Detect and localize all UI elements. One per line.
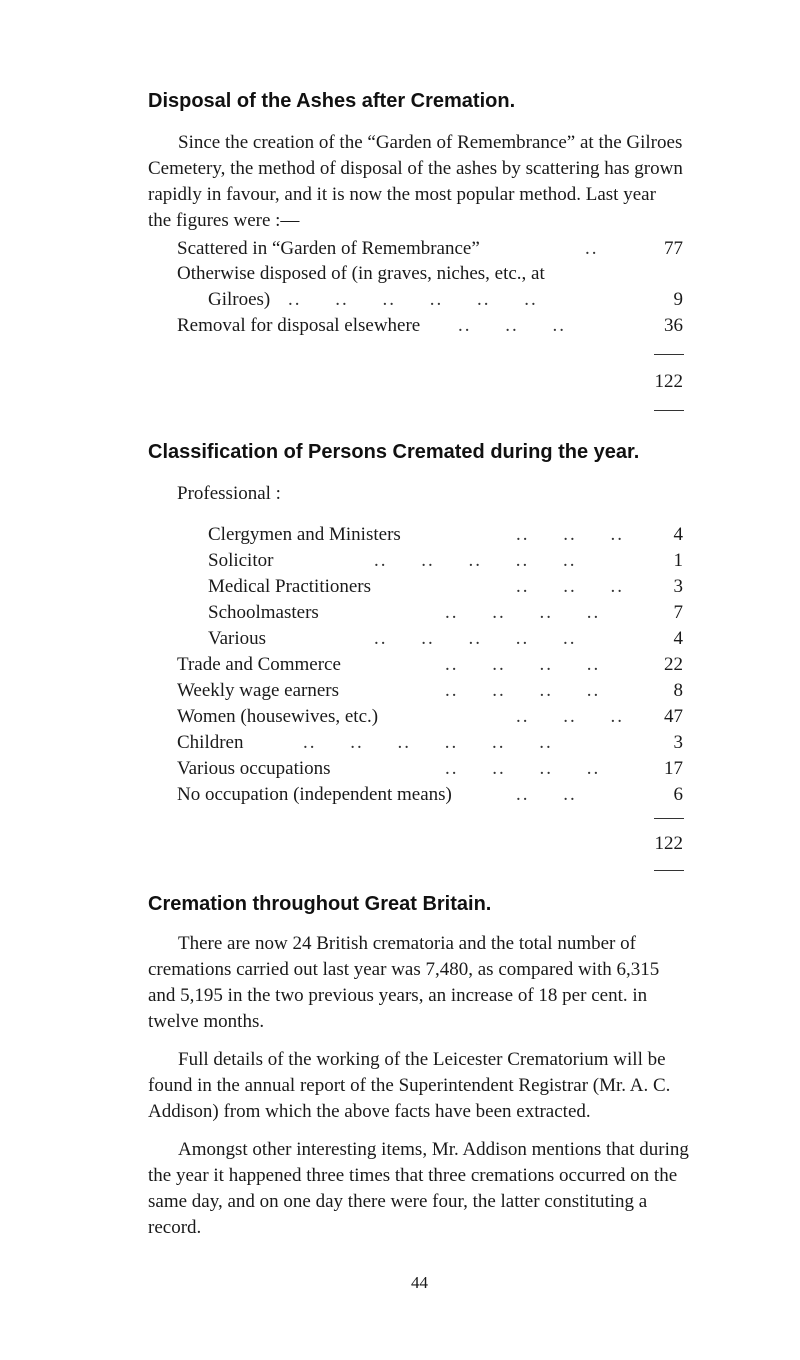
row-label: No occupation (independent means) <box>177 784 452 805</box>
para-line: Amongst other interesting items, Mr. Addison mentions that during <box>178 1139 689 1160</box>
class-row <box>177 678 339 704</box>
class-row <box>208 548 273 574</box>
para-line: There are now 24 British crematoria and the total number of <box>178 933 636 954</box>
ashes-row-scattered <box>177 236 480 262</box>
row-label: Children <box>177 732 244 753</box>
ashes-paragraph <box>148 130 786 234</box>
row-value: 7 <box>673 602 683 623</box>
row-label: Medical Practitioners <box>208 576 372 597</box>
row-label: Weekly wage earners <box>177 680 339 701</box>
ashes-row-gilroes <box>208 287 270 313</box>
para-line: twelve months. <box>148 1011 265 1032</box>
total-rule <box>654 870 684 871</box>
row-value: 9 <box>673 289 683 310</box>
row-value: 47 <box>664 706 683 727</box>
row-value: 1 <box>673 550 683 571</box>
ashes-total: 122 <box>654 371 683 392</box>
class-row <box>177 782 452 808</box>
row-value: 3 <box>673 732 683 753</box>
row-label: Solicitor <box>208 550 274 571</box>
total-rule <box>654 410 684 411</box>
ashes-row-otherwise <box>177 261 545 287</box>
page-number: 44 <box>411 1273 428 1292</box>
leader-dots: .. .. .. .. .. <box>374 550 577 571</box>
row-label: Removal for disposal elsewhere <box>177 315 421 336</box>
class-row <box>208 522 401 548</box>
row-value: 22 <box>664 654 683 675</box>
class-row <box>177 704 378 730</box>
ashes-heading: Disposal of the Ashes after Cremation. <box>148 90 516 112</box>
class-row <box>177 756 331 782</box>
row-value: 3 <box>673 576 683 597</box>
para-line: cremations carried out last year was 7,480, as compared with 6,315 <box>148 959 660 980</box>
leader-dots: .. <box>585 238 599 259</box>
class-row <box>177 730 244 756</box>
para-line: Full details of the working of the Leicester Crematorium will be <box>178 1049 666 1070</box>
para-line: and 5,195 in the two previous years, an increase of 18 per cent. in <box>148 985 648 1006</box>
leader-dots: .. .. .. .. <box>445 758 601 779</box>
class-row <box>208 626 266 652</box>
row-value: 17 <box>664 758 683 779</box>
row-value: 4 <box>673 628 683 649</box>
leader-dots: .. .. .. .. <box>445 602 601 623</box>
row-label: Clergymen and Ministers <box>208 524 401 545</box>
leader-dots: .. .. .. .. .. .. <box>303 732 553 753</box>
row-label: Trade and Commerce <box>177 654 341 675</box>
group-label: Professional : <box>177 483 281 504</box>
row-value: 77 <box>664 238 683 259</box>
britain-paragraph-1 <box>148 931 786 1035</box>
para-line: rapidly in favour, and it is now the most popular method. Last year <box>148 184 656 205</box>
leader-dots: .. .. .. <box>458 315 566 336</box>
leader-dots: .. .. <box>516 784 577 805</box>
row-label: Various <box>208 628 267 649</box>
para-line: the year it happened three times that three cremations occurred on the <box>148 1165 678 1186</box>
class-row <box>208 574 371 600</box>
row-label: Various occupations <box>177 758 331 779</box>
britain-paragraph-3 <box>148 1137 786 1241</box>
row-value: 6 <box>673 784 683 805</box>
ashes-row-removal <box>177 313 420 339</box>
para-line: Cemetery, the method of disposal of the ashes by scattering has grown <box>148 158 683 179</box>
classification-total: 122 <box>654 833 683 854</box>
para-line: the figures were :— <box>148 210 300 231</box>
leader-dots: .. .. .. .. .. <box>374 628 577 649</box>
para-line: found in the annual report of the Superintendent Registrar (Mr. A. C. <box>148 1075 671 1096</box>
para-line: same day, and on one day there were four, the latter constituting a <box>148 1191 648 1212</box>
total-rule <box>654 818 684 819</box>
class-row <box>208 600 319 626</box>
leader-dots: .. .. .. .. .. .. <box>288 289 538 310</box>
row-label: Women (housewives, etc.) <box>177 706 379 727</box>
leader-dots: .. .. .. <box>516 576 624 597</box>
britain-heading: Cremation throughout Great Britain. <box>148 893 492 915</box>
leader-dots: .. .. .. <box>516 524 624 545</box>
total-rule <box>654 354 684 355</box>
class-row <box>177 652 341 678</box>
group-label-professional <box>177 481 281 507</box>
britain-paragraph-2 <box>148 1047 786 1125</box>
leader-dots: .. .. .. .. <box>445 680 601 701</box>
leader-dots: .. .. .. <box>516 706 624 727</box>
row-value: 8 <box>673 680 683 701</box>
row-label: Gilroes) <box>208 289 271 310</box>
classification-heading: Classification of Persons Cremated during the year. <box>148 441 640 463</box>
para-line: record. <box>148 1217 202 1238</box>
row-value: 36 <box>664 315 683 336</box>
para-line: Addison) from which the above facts have been extracted. <box>148 1101 591 1122</box>
row-label: Schoolmasters <box>208 602 319 623</box>
row-label: Otherwise disposed of (in graves, niches, etc., at <box>177 263 545 284</box>
row-label: Scattered in “Garden of Remembrance” <box>177 238 480 259</box>
leader-dots: .. .. .. .. <box>445 654 601 675</box>
para-line: Since the creation of the “Garden of Remembrance” at the Gilroes <box>178 132 683 153</box>
row-value: 4 <box>673 524 683 545</box>
